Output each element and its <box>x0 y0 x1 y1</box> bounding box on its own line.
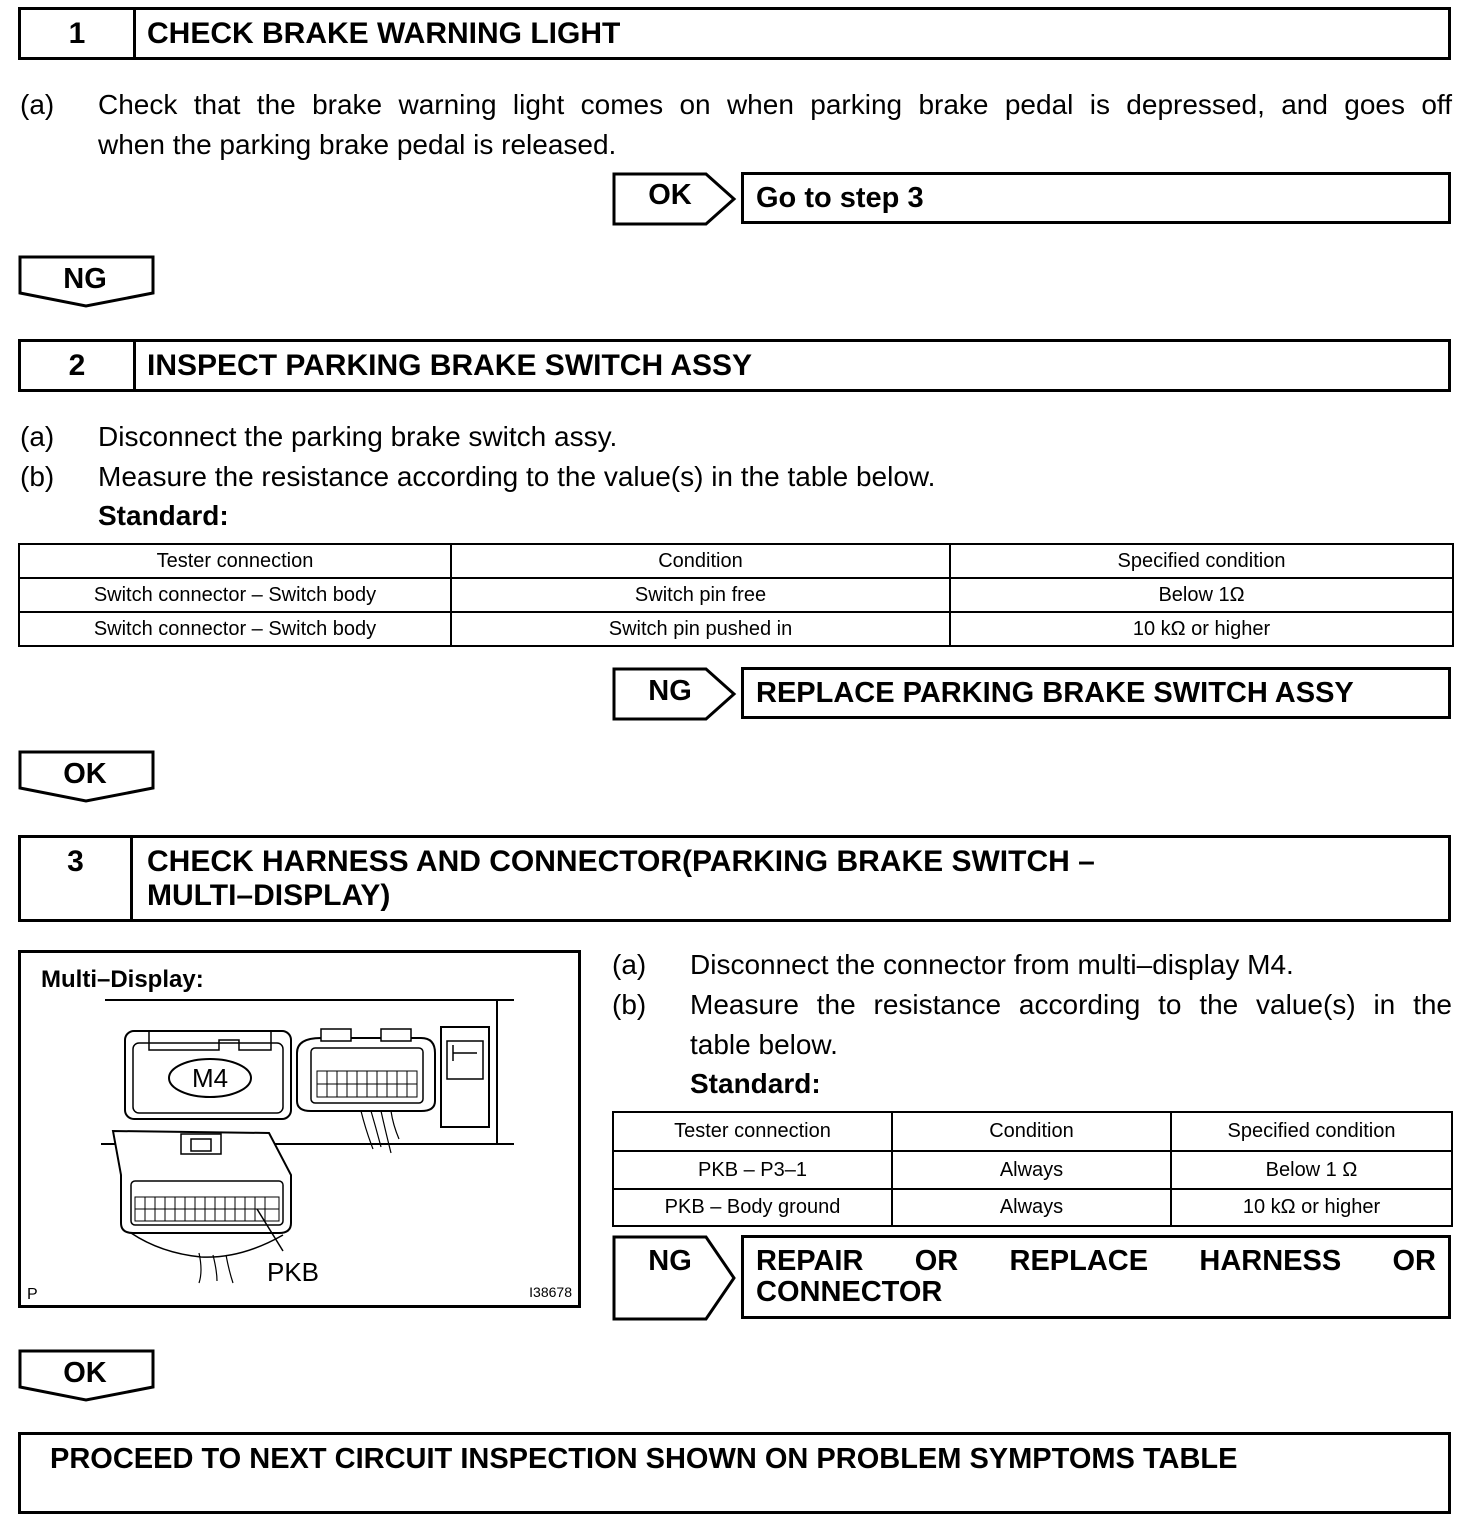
step3-header <box>18 835 1451 922</box>
connector-illustration <box>21 953 578 1305</box>
step2-ng-label: NG <box>648 675 692 707</box>
step1-number: 1 <box>21 10 136 57</box>
table-cell: 10 kΩ or higher <box>950 612 1453 646</box>
table-cell: PKB – Body ground <box>613 1189 892 1226</box>
table-row <box>19 612 1453 646</box>
step3-title-line1: CHECK HARNESS AND CONNECTOR(PARKING BRAKE SWITCH – <box>147 845 1095 878</box>
step3-ng-result <box>741 1235 1451 1319</box>
step3-item-a-label: (a) <box>612 949 647 980</box>
step1-header <box>18 7 1451 60</box>
step1-ok-result: Go to step 3 <box>741 172 1451 224</box>
step3-item-a-text: Disconnect the connector from multi–display M4. <box>690 949 1294 980</box>
table-row <box>613 1151 1452 1189</box>
step2-ng-result: REPLACE PARKING BRAKE SWITCH ASSY <box>741 667 1451 719</box>
pin-label-pkb: PKB <box>267 1257 320 1287</box>
table-cell: Always <box>892 1151 1171 1189</box>
step1-item-a-text: Check that the brake warning light comes on when parking brake pedal is depressed, and goes off <box>98 89 1452 120</box>
step1-ng-label: NG <box>63 263 107 295</box>
step3-ok-label: OK <box>63 1357 107 1389</box>
table-cell: Below 1 Ω <box>1171 1151 1452 1189</box>
step2-number: 2 <box>21 342 136 389</box>
table-header-row <box>613 1112 1452 1151</box>
step3-item-b-label: (b) <box>612 989 647 1020</box>
table-header-cell: Condition <box>892 1112 1171 1151</box>
step3-ng-result-line1: REPAIR OR REPLACE HARNESS OR <box>756 1245 1436 1277</box>
table-cell: Switch pin pushed in <box>451 612 950 646</box>
figure-title: Multi–Display: <box>41 966 204 993</box>
table-header-cell: Specified condition <box>1171 1112 1452 1151</box>
table-cell: Switch connector – Switch body <box>19 612 451 646</box>
step2-item-a-text: Disconnect the parking brake switch assy. <box>98 421 618 452</box>
step3-spec-table <box>612 1111 1453 1227</box>
final-instruction-text: PROCEED TO NEXT CIRCUIT INSPECTION SHOWN ON PROBLEM SYMPTOMS TABLE <box>50 1443 1238 1475</box>
table-header-cell: Condition <box>451 544 950 578</box>
step2-spec-table <box>18 543 1454 647</box>
table-cell: Below 1Ω <box>950 578 1453 612</box>
step2-standard-label: Standard: <box>98 500 229 531</box>
table-header-cell: Specified condition <box>950 544 1453 578</box>
step3-title-line2: MULTI–DISPLAY) <box>147 879 391 912</box>
step2-item-a-label: (a) <box>20 421 55 452</box>
step3-item-b-text: Measure the resistance according to the value(s) in the <box>690 989 1452 1020</box>
step2-item-b-label: (b) <box>20 461 55 492</box>
table-header-cell: Tester connection <box>19 544 451 578</box>
step1-ok-label: OK <box>648 179 692 211</box>
figure-id: I38678 <box>529 1284 572 1300</box>
connector-figure <box>18 950 581 1308</box>
table-header-cell: Tester connection <box>613 1112 892 1151</box>
final-instruction <box>18 1432 1451 1514</box>
table-cell: Switch connector – Switch body <box>19 578 451 612</box>
step2-item-b-text: Measure the resistance according to the value(s) in the table below. <box>98 461 936 492</box>
step2-title: INSPECT PARKING BRAKE SWITCH ASSY <box>147 349 753 382</box>
step2-header <box>18 339 1451 392</box>
step1-item-a-label: (a) <box>20 89 55 120</box>
step3-item-b-text-line2: table below. <box>690 1029 838 1060</box>
step3-ng-label: NG <box>648 1245 692 1277</box>
figure-corner-p: P <box>27 1286 38 1303</box>
step2-ok-label: OK <box>63 758 107 790</box>
step1-item-a-text-line2: when the parking brake pedal is released. <box>98 129 617 160</box>
table-cell: Switch pin free <box>451 578 950 612</box>
table-cell: Always <box>892 1189 1171 1226</box>
step1-title: CHECK BRAKE WARNING LIGHT <box>147 17 621 50</box>
step3-title <box>147 845 1438 913</box>
table-header-row <box>19 544 1453 578</box>
table-cell: PKB – P3–1 <box>613 1151 892 1189</box>
step3-number: 3 <box>21 838 133 919</box>
connector-label-m4: M4 <box>191 1063 229 1093</box>
step3-ng-result-line2: CONNECTOR <box>756 1276 943 1308</box>
table-row <box>613 1189 1452 1226</box>
table-cell: 10 kΩ or higher <box>1171 1189 1452 1226</box>
step3-standard-label: Standard: <box>690 1068 821 1099</box>
table-row <box>19 578 1453 612</box>
